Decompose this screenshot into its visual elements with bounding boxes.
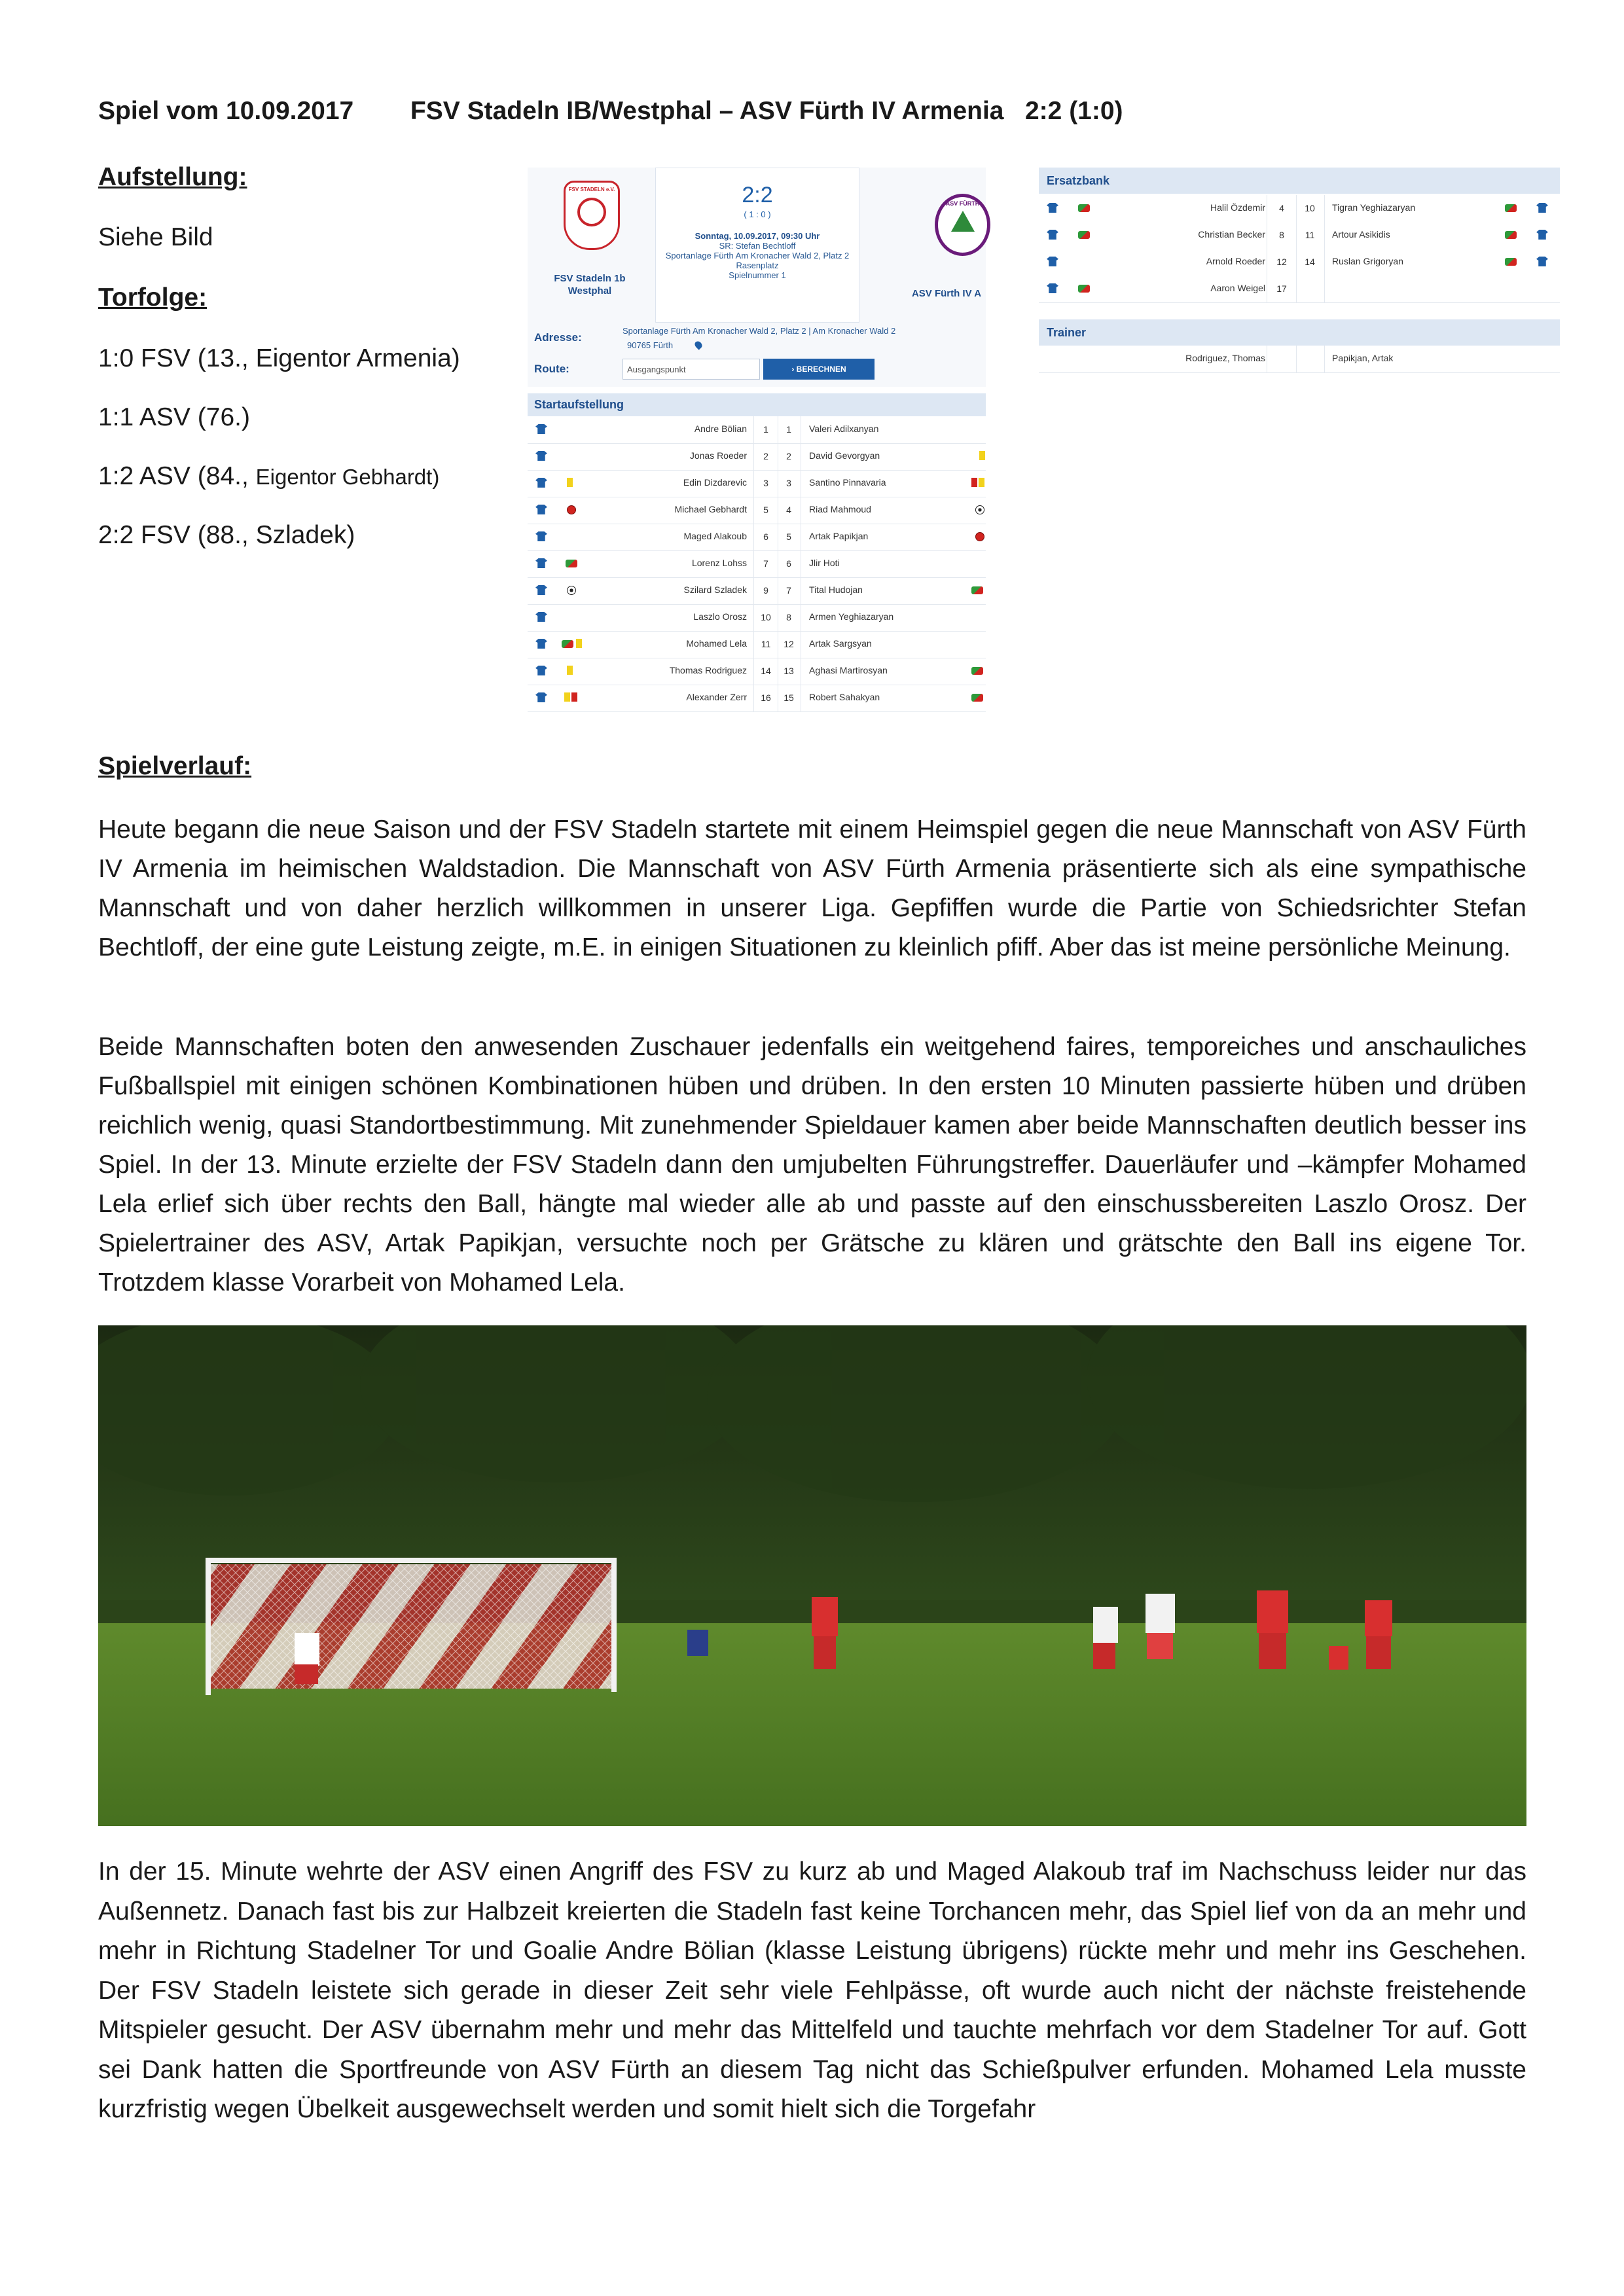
torfolge-heading: Torfolge: <box>98 283 208 312</box>
goal-icon <box>567 586 576 595</box>
score-box <box>655 168 859 323</box>
paragraph: Beide Mannschaften boten den anwesenden Zuschauer jedenfalls ein weitgehend faires, temporeiches und anschauliches Fußballspiel mit einigen schönen Kombinationen hüben und drüben. In den ersten 10 Minuten passierte hüben und drüben reichlich wenig, quasi Standortbestimmung. Mit zunehmender Spieldauer kamen aber beide Mannschaften deutlich besser ins Spiel. In der 13. Minute erzielte der FSV Stadeln dann den umjubelten Führungstreffer. Dauerläufer und –kämpfer Mohamed Lela erlief sich über rechts den Ball, hängte mal wieder alle ab und passte auf den einschussbereiten Laszlo Orosz. Der Spielertrainer des ASV, Artak Papikjan, versuchte noch per Grätsche zu klären und grätschte den Ball ins eigene Tor. Trotzdem klasse Vorarbeit von Mohamed Lela. <box>98 1033 1526 1297</box>
substitution-icon <box>971 667 983 675</box>
lineup-row: Laszlo Orosz 10 8 Armen Yeghiazaryan <box>528 604 986 632</box>
referee: SR: Stefan Bechtloff <box>719 241 796 251</box>
shirt-icon <box>1047 257 1058 266</box>
shirt-icon <box>1047 230 1058 240</box>
lineup-heading: Startaufstellung <box>528 393 986 416</box>
bench-row: Halil Özdemir 4 10 Tigran Yeghiazaryan <box>1039 195 1560 223</box>
lineup-row: Szilard Szladek 9 7 Tital Hudojan <box>528 577 986 605</box>
trainer-row: Rodriguez, Thomas Papikjan, Artak <box>1039 346 1560 373</box>
shirt-icon <box>535 505 547 514</box>
own-goal-icon <box>975 532 984 541</box>
spielverlauf-heading: Spielverlauf: <box>98 752 252 780</box>
route-label: Route: <box>534 363 569 375</box>
goal-line: 1:0 FSV (13., Eigentor Armenia) <box>98 344 460 372</box>
red-card-icon <box>971 478 977 487</box>
substitution-icon <box>1505 204 1517 212</box>
shirt-icon <box>535 424 547 434</box>
halftime-score: ( 1 : 0 ) <box>744 209 771 219</box>
substitution-icon <box>1505 258 1517 266</box>
goal-line: 1:2 ASV (84., Eigentor Gebhardt) <box>98 462 440 490</box>
lineup-row: Thomas Rodriguez 14 13 Aghasi Martirosyan <box>528 658 986 685</box>
address-label: Adresse: <box>534 331 582 344</box>
shirt-icon <box>1536 230 1548 240</box>
surface: Rasenplatz <box>736 260 779 270</box>
calculate-route-button[interactable]: › BERECHNEN <box>763 359 875 380</box>
shirt-icon <box>535 478 547 488</box>
lineup-row: Jonas Roeder 2 2 David Gevorgyan <box>528 443 986 471</box>
substitution-icon <box>971 586 983 594</box>
substitution-icon <box>1078 231 1090 239</box>
shirt-icon <box>535 692 547 702</box>
bench-panel <box>1039 168 1560 377</box>
home-team-name[interactable]: FSV Stadeln 1b Westphal <box>554 273 626 296</box>
shirt-icon <box>535 451 547 461</box>
lineup-row: Mohamed Lela 11 12 Artak Sargsyan <box>528 631 986 658</box>
address-line: Sportanlage Fürth Am Kronacher Wald 2, Platz 2 | Am Kronacher Wald 2 <box>623 326 896 336</box>
yellow-card-icon <box>576 639 582 648</box>
yellow-card-icon <box>979 478 984 487</box>
route-input[interactable]: Ausgangspunkt <box>623 359 760 380</box>
shirt-icon <box>1536 257 1548 266</box>
substitution-icon <box>971 694 983 702</box>
lineup-row: Maged Alakoub 6 5 Artak Papikjan <box>528 524 986 551</box>
aufstellung-text: Siehe Bild <box>98 223 213 251</box>
lineup-row: Lorenz Lohss 7 6 Jlir Hoti <box>528 550 986 578</box>
page-title: Spiel vom 10.09.2017 FSV Stadeln IB/Westphal – ASV Fürth IV Armenia 2:2 (1:0) <box>98 97 1123 125</box>
shirt-icon <box>1047 203 1058 213</box>
bench-row: Arnold Roeder 12 14 Ruslan Grigoryan <box>1039 249 1560 276</box>
address-city: 90765 Fürth <box>627 340 674 350</box>
substitution-icon <box>1078 204 1090 212</box>
substitution-icon <box>1505 231 1517 239</box>
match-card <box>528 168 986 724</box>
home-crest-icon: FSV STADELN e.V. <box>564 181 620 250</box>
shirt-icon <box>535 639 547 649</box>
paragraph: Heute begann die neue Saison und der FSV Stadeln startete mit einem Heimspiel gegen die neue Mannschaft von ASV Fürth IV Armenia im heimischen Waldstadion. Die Mannschaft von ASV Fürth Armenia präsentierte sich als eine sympathische Mannschaft und von daher herzlich willkommen in unserer Liga. Gepfiffen wurde die Partie von Schiedsrichter Stefan Bechtloff, der eine gute Leistung zeigte, m.E. in einigen Situationen zu kleinlich pfiff. Aber das ist meine persönliche Meinung. <box>98 816 1526 961</box>
lineup-row: Michael Gebhardt 5 4 Riad Mahmoud <box>528 497 986 524</box>
bench-heading: Ersatzbank <box>1039 168 1560 194</box>
shirt-icon <box>535 585 547 595</box>
red-card-icon <box>571 692 577 702</box>
match-photo <box>98 1325 1526 1826</box>
goal-line: 1:1 ASV (76.) <box>98 403 250 431</box>
score: 2:2 <box>742 183 773 207</box>
match-date: Sonntag, 10.09.2017, 09:30 Uhr <box>695 231 820 241</box>
lineup-row: Edin Dizdarevic 3 3 Santino Pinnavaria <box>528 470 986 497</box>
goal-line: 2:2 FSV (88., Szladek) <box>98 521 355 549</box>
aufstellung-heading: Aufstellung: <box>98 163 247 191</box>
goal-icon <box>975 505 984 514</box>
paragraph: In der 15. Minute wehrte der ASV einen Angriff des FSV zu kurz ab und Maged Alakoub traf im Nachschuss leider nur das Außennetz. Danach fast bis zur Halbzeit kreierten die Stadeln fast keine Torchancen mehr, das Spiel lief von da an mehr und mehr in Richtung Stadelner Tor und Goalie Andre Bölian (klasse Leistung übrigens) rückte mehr und mehr ins Geschehen. Der FSV Stadeln leistete sich gerade in dieser Zeit sehr viele Fehlpässe, oft wurde auch nicht der nächste freistehende Mitspieler gesucht. Der ASV übernahm mehr und mehr das Mittelfeld und tauchte mehrfach vor dem Stadelner Tor auf. Gott sei Dank hatten die Sportfreunde von ASV Fürth an diesem Tag nicht das Schießpulver erfunden. Mohamed Lela musste kurzfristig wegen Übelkeit ausgewechselt werden und somit hielt sich die Torgefahr <box>98 1857 1526 2123</box>
lineup-row: Andre Bölian 1 1 Valeri Adilxanyan <box>528 416 986 444</box>
shirt-icon <box>1047 283 1058 293</box>
substitution-icon <box>1078 285 1090 293</box>
shirt-icon <box>535 558 547 568</box>
shirt-icon <box>535 666 547 675</box>
match-number: Spielnummer 1 <box>729 270 786 280</box>
trainer-heading: Trainer <box>1039 319 1560 346</box>
lineup-row: Alexander Zerr 16 15 Robert Sahakyan <box>528 685 986 712</box>
shirt-icon <box>535 612 547 622</box>
bench-row: Christian Becker 8 11 Artour Asikidis <box>1039 222 1560 249</box>
away-team-name[interactable]: ASV Fürth IV A <box>911 288 982 299</box>
away-crest-icon: ASV FÜRTH <box>935 194 990 256</box>
bench-row: Aaron Weigel 17 <box>1039 276 1560 303</box>
shirt-icon <box>535 531 547 541</box>
shirt-icon <box>1536 203 1548 213</box>
substitution-icon <box>562 640 573 648</box>
substitution-icon <box>566 560 577 567</box>
yellow-card-icon <box>567 478 573 487</box>
own-goal-icon <box>567 505 576 514</box>
yellow-card-icon <box>979 451 985 460</box>
yellow-card-icon <box>564 692 570 702</box>
yellow-card-icon <box>567 666 573 675</box>
venue: Sportanlage Fürth Am Kronacher Wald 2, Platz 2 <box>665 251 850 260</box>
